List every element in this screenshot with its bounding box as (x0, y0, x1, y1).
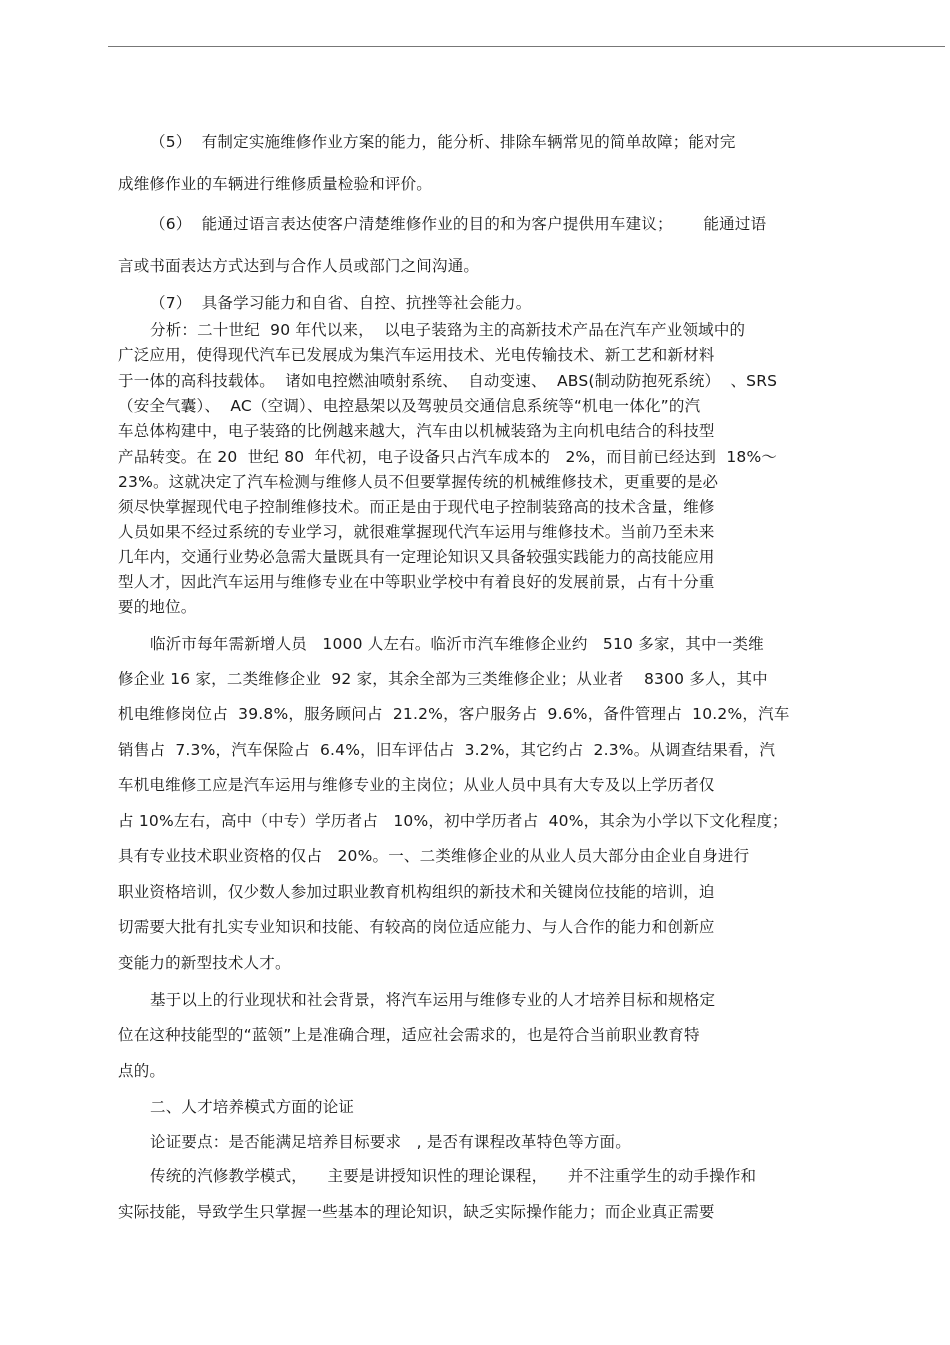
text-line: 变能力的新型技术人才。 (118, 954, 291, 972)
text-line: 人员如果不经过系统的专业学习，就很难掌握现代汽车运用与维修技术。当前乃至未来 (118, 523, 715, 541)
text-line: （7） 具备学习能力和自省、自控、抗挫等社会能力。 (150, 294, 532, 312)
text-line: 销售占 7.3%，汽车保险占 6.4%，旧车评估占 3.2%，其它约占 2.3%。从调查结果看，汽 (118, 741, 776, 759)
text-line: 占 10%左右，高中（中专）学历者占 10%，初中学历者占 40%，其余为小学以下文化程度； (118, 812, 788, 830)
text-line: （5） 有制定实施维修作业方案的能力，能分析、排除车辆常见的简单故障；能对完 (150, 133, 736, 151)
text-line: 型人才，因此汽车运用与维修专业在中等职业学校中有着良好的发展前景，占有十分重 (118, 573, 715, 591)
text-line: 点的。 (118, 1062, 166, 1080)
text-line: 临沂市每年需新增人员 1000 人左右。临沂市汽车维修企业约 510 多家，其中一类维 (150, 635, 764, 653)
text-line: （6） 能通过语言表达使客户清楚维修作业的目的和为客户提供用车建议； 能通过语 (150, 215, 767, 233)
text-line: 切需要大批有扎实专业知识和技能、有较高的岗位适应能力、与人合作的能力和创新应 (118, 918, 715, 936)
text-line: 分析：二十世纪 90 年代以来， 以电子装臵为主的高新技术产品在汽车产业领域中的 (150, 321, 746, 339)
text-line: 位在这种技能型的“蓝领”上是准确合理，适应社会需求的，也是符合当前职业教育特 (118, 1026, 700, 1044)
text-line: 须尽快掌握现代电子控制维修技术。而正是由于现代电子控制装臵高的技术含量，维修 (118, 498, 715, 516)
text-line: 要的地位。 (118, 598, 197, 616)
text-line: 基于以上的行业现状和社会背景，将汽车运用与维修专业的人才培养目标和规格定 (150, 991, 716, 1009)
text-line: 产品转变。在 20 世纪 80 年代初，电子设备只占汽车成本的 2%，而目前已经达到 18%～ (118, 448, 778, 466)
text-line: 言或书面表达方式达到与合作人员或部门之间沟通。 (118, 257, 480, 275)
text-line: 广泛应用，使得现代汽车已发展成为集汽车运用技术、光电传输技术、新工艺和新材料 (118, 346, 715, 364)
text-line: 实际技能，导致学生只掌握一些基本的理论知识，缺乏实际操作能力；而企业真正需要 (118, 1203, 715, 1221)
text-line: 车机电维修工应是汽车运用与维修专业的主岗位；从业人员中具有大专及以上学历者仅 (118, 776, 715, 794)
text-line: 几年内，交通行业势必急需大量既具有一定理论知识又具备较强实践能力的高技能应用 (118, 548, 715, 566)
section-heading: 二、人才培养模式方面的论证 (150, 1098, 355, 1116)
text-line: 机电维修岗位占 39.8%，服务顾问占 21.2%，客户服务占 9.6%，备件管理占 10.2%，汽车 (118, 705, 790, 723)
header-rule (108, 46, 945, 47)
text-line: 车总体构建中，电子装臵的比例越来越大，汽车由以机械装臵为主向机电结合的科技型 (118, 422, 715, 440)
text-line: 修企业 16 家，二类维修企业 92 家，其余全部为三类维修企业；从业者 8300 多人，其中 (118, 670, 768, 688)
text-line: 成维修作业的车辆进行维修质量检验和评价。 (118, 175, 433, 193)
text-line: （安全气囊）、 AC（空调）、电控悬架以及驾驶员交通信息系统等“机电一体化”的汽 (118, 397, 701, 415)
text-line: 23%。这就决定了汽车检测与维修人员不但要掌握传统的机械维修技术，更重要的是必 (118, 473, 719, 491)
text-line: 职业资格培训，仅少数人参加过职业教育机构组织的新技术和关键岗位技能的培训，迫 (118, 883, 715, 901)
text-line: 论证要点：是否能满足培养目标要求 , 是否有课程改革特色等方面。 (150, 1133, 631, 1151)
text-line: 具有专业技术职业资格的仅占 20%。一、二类维修企业的从业人员大部分由企业自身进行 (118, 847, 750, 865)
text-line: 于一体的高科技载体。 诸如电控燃油喷射系统、 自动变速、 ABS(制动防抱死系统） 、SRS (118, 372, 778, 390)
text-line: 传统的汽修教学模式， 主要是讲授知识性的理论课程， 并不注重学生的动手操作和 (150, 1167, 757, 1185)
